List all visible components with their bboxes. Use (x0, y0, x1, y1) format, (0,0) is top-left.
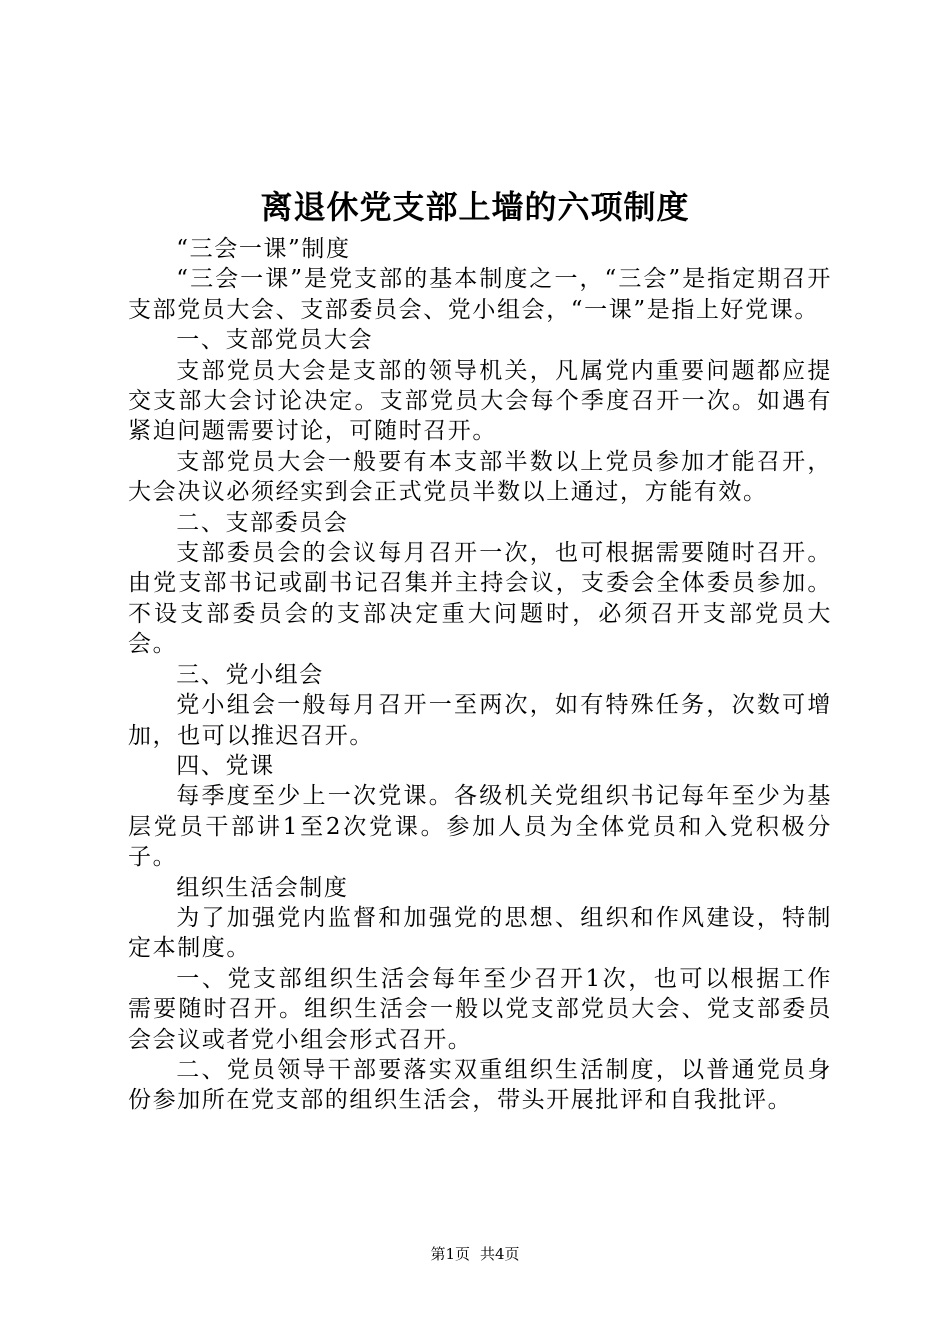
subsection-heading: 三、党小组会 (176, 661, 324, 688)
section-heading: “三会一课”制度 (176, 236, 351, 262)
body-paragraph: 党小组会一般每月召开一至两次，如有特殊任务，次数可增加，也可以推迟召开。 (128, 692, 832, 749)
section-heading: 组织生活会制度 (176, 874, 349, 901)
body-paragraph: “三会一课”是党支部的基本制度之一，“三会”是指定期召开支部党员大会、支部委员会、党小组会，“一课”是指上好党课。 (128, 266, 832, 323)
body-paragraph: 支部党员大会是支部的领导机关，凡属党内重要问题都应提交支部大会讨论决定。支部党员大会每个季度召开一次。如遇有紧迫问题需要讨论，可随时召开。 (128, 357, 832, 445)
page-footer (0, 1244, 950, 1264)
body-paragraph: 二、党员领导干部要落实双重组织生活制度，以普通党员身份参加所在党支部的组织生活会，带头开展批评和自我批评。 (128, 1056, 832, 1114)
subsection-heading: 二、支部委员会 (176, 509, 349, 536)
document-title: 离退休党支部上墙的六项制度 (260, 188, 690, 226)
body-paragraph: 支部委员会的会议每月召开一次，也可根据需要随时召开。由党支部书记或副书记召集并主持会议，支委会全体委员参加。不设支部委员会的支部决定重大问题时，必须召开支部党员大会。 (128, 540, 832, 658)
body-paragraph: 为了加强党内监督和加强党的思想、组织和作风建设，特制定本制度。 (128, 904, 832, 962)
document-body (128, 234, 832, 1116)
body-paragraph: 一、党支部组织生活会每年至少召开1次，也可以根据工作需要随时召开。组织生活会一般以党支部党员大会、党支部委员会会议或者党小组会形式召开。 (128, 965, 832, 1053)
page-total: 共4页 (480, 1245, 520, 1263)
body-paragraph: 每季度至少上一次党课。各级机关党组织书记每年至少为基层党员干部讲1至2次党课。参加人员为全体党员和入党积极分子。 (128, 783, 832, 871)
subsection-heading: 四、党课 (176, 752, 275, 779)
body-paragraph: 支部党员大会一般要有本支部半数以上党员参加才能召开，大会决议必须经实到会正式党员半数以上通过，方能有效。 (128, 448, 832, 506)
page-number: 第1页 (430, 1245, 470, 1263)
subsection-heading: 一、支部党员大会 (176, 327, 374, 354)
